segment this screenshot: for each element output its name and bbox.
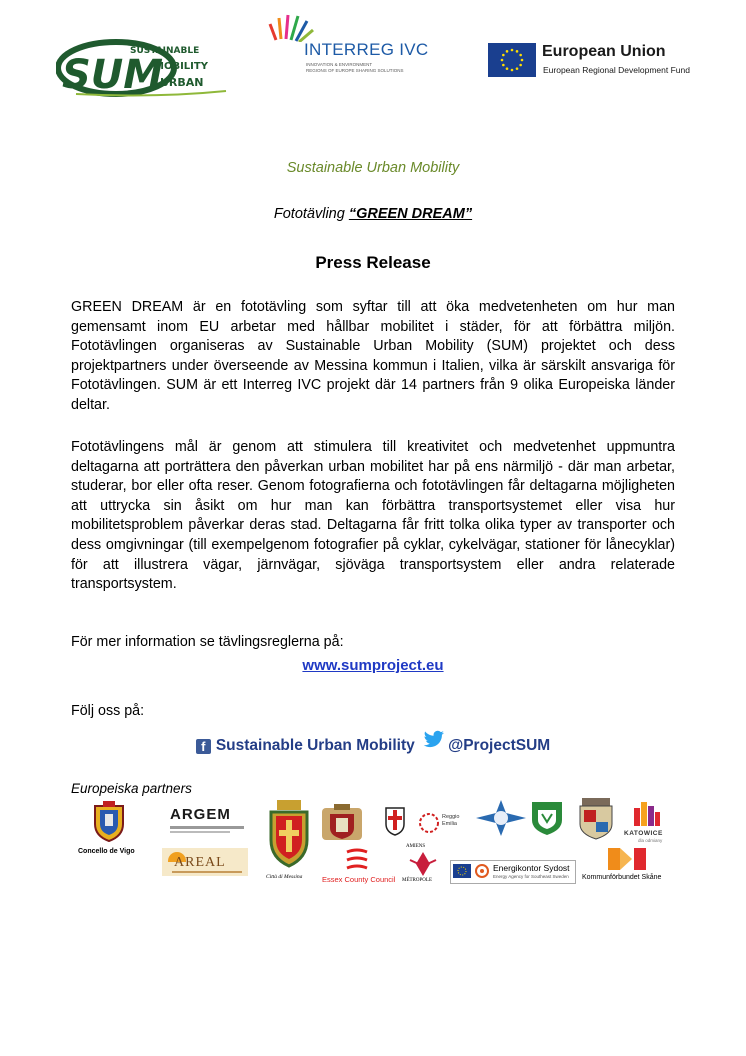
eu-star: [502, 64, 505, 67]
page-title: Press Release: [315, 253, 431, 272]
areal-label: AREAL: [174, 855, 226, 870]
partner-energikontor: [450, 860, 576, 884]
eu-star: [521, 59, 524, 62]
eu-flag-icon: [488, 43, 536, 77]
partner-essex: [322, 848, 394, 884]
contest-prefix: Fototävling: [273, 206, 345, 222]
katowice-logo-icon: [634, 800, 660, 826]
essex-label: Essex County Council: [322, 875, 396, 884]
eu-logo: [488, 43, 698, 77]
partner-areal: [162, 848, 248, 876]
partner-skane: [580, 848, 676, 888]
eu-star: [516, 67, 519, 70]
interreg-sub1: INNOVATION & ENVIRONMENT: [306, 62, 373, 67]
essex-seaxes-icon: [344, 848, 370, 872]
interreg-subtitle: [306, 62, 404, 73]
facebook-link[interactable]: Sustainable Urban Mobility: [215, 737, 415, 754]
eu-title: European Union: [542, 43, 666, 60]
eu-star: [516, 50, 519, 53]
partner-coat-of-arms: [320, 804, 364, 842]
eu-star: [511, 69, 514, 72]
paragraph-intro: GREEN DREAM är en fototävling som syftar till att öka medvetenheten om hur man gemensamt inom EU arbetar med hållbar mobilitet i städer, för att förbättra miljön. Fototävlingen organiseras av Sustainable Urban Mobility (SUM) projektet och dess projektpartners under överseende av Messina kommun i Italien, vilka är särskilt ansvariga för Fototävlingen. SUM är ett Interreg IVC projekt där 14 partners från 9 olika Europeiska länder deltar.: [71, 299, 675, 413]
svg-text:SUM: SUM: [62, 52, 164, 98]
amiens-sublabel: MÉTROPOLE: [402, 878, 432, 883]
eu-star: [501, 59, 504, 62]
partner-shield: [530, 800, 564, 836]
contest-name: “GREEN DREAM”: [348, 206, 473, 222]
eu-star: [511, 49, 514, 52]
messina-label: Città di Messina: [266, 874, 303, 880]
contest-title: [0, 206, 746, 222]
partner-amiens: [400, 842, 446, 888]
skane-logo-icon: [608, 848, 648, 870]
skane-label: Kommunförbundet Skåne: [582, 874, 662, 881]
energikontor-eu-flag-icon: [453, 864, 471, 878]
partner-red-crest: [576, 798, 616, 840]
partner-star: [476, 800, 526, 836]
katowice-label: KATOWICE: [624, 830, 663, 837]
red-crest-icon: [576, 798, 616, 840]
sum-logo-word1: SUSTAINABLE: [130, 46, 200, 56]
info-text: För mer information se tävlingsreglerna på:: [71, 634, 344, 650]
partner-argem: [170, 806, 248, 834]
eu-star: [519, 54, 522, 57]
partner-messina: [264, 800, 314, 884]
argem-label: ARGEM: [170, 806, 231, 823]
sum-logo-word3: URBAN: [160, 76, 204, 89]
energikontor-sun-icon: [474, 863, 490, 879]
paragraph-goal: Fototävlingens mål är genom att stimulera till kreativitet och medvetenhet uppmuntra deltagarna att porträttera den påverkan urban mobilitet har på ens närmiljö - där man arbetar, studerar, bor eller ofta reser. Genom fotografierna och fototävlingen får deltagarna möjligheten att uttrycka sin åsikt om hur man kan förbättra transportsystemet eller visa hur mobilitetsproblem påverkar deras stad. Deltagarna får fritt tolka olika typer av transporter och dess omgivningar (till exempelgenom fotografier på cyklar, cykelvägar, stationer för lånecyklar) för att illustrera vägar, järnvägar, sjöväga transportsystem eller andra relaterade transportsystem.: [71, 439, 675, 593]
interreg-sub2: REGIONS OF EUROPE SHARING SOLUTIONS: [306, 67, 404, 73]
katowice-sublabel: dla odmiany: [638, 838, 663, 843]
project-link[interactable]: www.sumproject.eu: [302, 657, 444, 674]
vigo-crest-icon: [92, 800, 126, 842]
follow-text: Följ oss på:: [71, 703, 145, 719]
facebook-icon[interactable]: f: [196, 739, 211, 754]
energikontor-label: Energikontor Sydost: [493, 863, 570, 873]
eu-star: [506, 67, 509, 70]
eu-star: [502, 54, 505, 57]
coat-of-arms-icon: [320, 804, 364, 842]
energikontor-sublabel: Energy Agency for Southeast Sweden: [493, 874, 569, 879]
interreg-title: INTERREG IVC: [304, 40, 429, 59]
shield-logo-icon: [530, 800, 564, 836]
reggio-label: Reggio Emilia: [442, 814, 460, 827]
partner-katowice: [624, 800, 670, 846]
twitter-icon[interactable]: [423, 730, 445, 748]
sum-logo: [56, 36, 236, 98]
interreg-rays-icon: [266, 12, 316, 42]
amiens-label: AMIENS: [406, 844, 426, 849]
interreg-logo: [266, 12, 456, 78]
partners-title: Europeiska partners: [71, 781, 192, 796]
partner-reggio: [384, 804, 474, 840]
reggio-circle-icon: [418, 812, 440, 834]
document-subtitle: Sustainable Urban Mobility: [286, 160, 460, 176]
twitter-link[interactable]: @ProjectSUM: [448, 737, 551, 754]
vigo-label: Concello de Vigo: [78, 848, 135, 855]
partner-vigo: [78, 800, 138, 858]
eu-star: [506, 50, 509, 53]
eu-subtitle: European Regional Development Fund: [543, 65, 690, 75]
eu-star: [519, 64, 522, 67]
star-logo-icon: [476, 800, 526, 836]
sum-logo-word2: MOBILITY: [154, 61, 208, 72]
social-links: [0, 730, 746, 755]
reggio-crest-icon: [384, 806, 406, 836]
messina-crest-icon: [267, 800, 311, 870]
